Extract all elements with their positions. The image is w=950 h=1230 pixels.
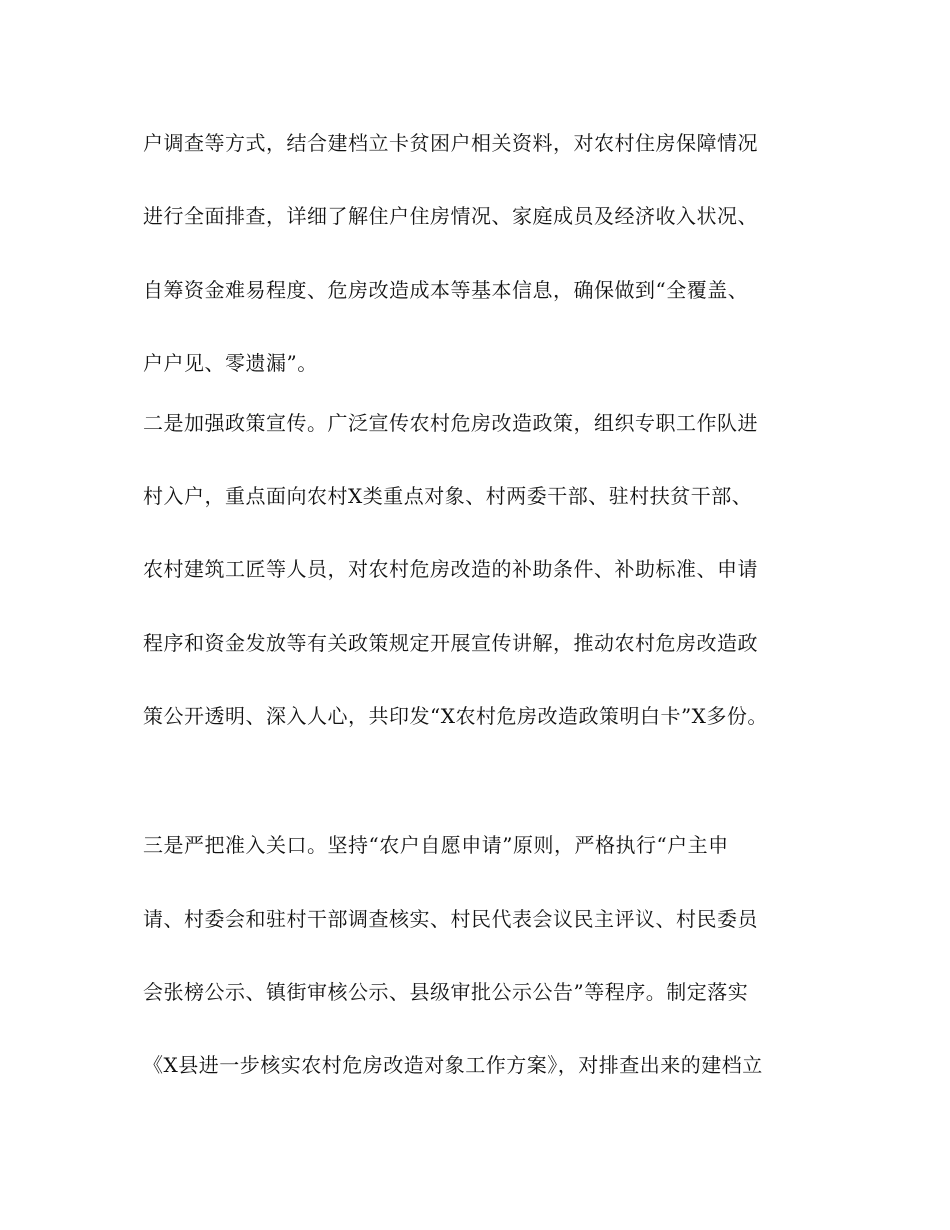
paragraph-line: 《X县进一步核实农村危房改造对象工作方案》，对排查出来的建档立 [143, 1053, 763, 1077]
paragraph-line: 会张榜公示、镇街审核公示、县级审批公示公告”等程序。制定落实 [143, 980, 749, 1004]
paragraph-line: 自筹资金难易程度、危房改造成本等基本信息，确保做到“全覆盖、 [143, 278, 749, 302]
paragraph-line: 三是严把准入关口。坚持“农户自愿申请”原则，严格执行“户主申 [143, 833, 729, 857]
paragraph-line: 二是加强政策宣传。广泛宣传农村危房改造政策，组织专职工作队进 [143, 411, 758, 435]
paragraph-line: 进行全面排查，详细了解住户住房情况、家庭成员及经济收入状况、 [143, 204, 758, 228]
paragraph-line: 请、村委会和驻村干部调查核实、村民代表会议民主评议、村民委员 [143, 907, 758, 931]
paragraph-line: 户户见、零遗漏”。 [143, 351, 318, 375]
paragraph-line: 策公开透明、深入人心，共印发“X农村危房改造政策明白卡”X多份。 [143, 704, 768, 728]
paragraph-line: 村入户，重点面向农村X类重点对象、村两委干部、驻村扶贫干部、 [143, 484, 753, 508]
paragraph-line: 户调查等方式，结合建档立卡贫困户相关资料，对农村住房保障情况 [143, 131, 758, 155]
paragraph-line: 农村建筑工匠等人员，对农村危房改造的补助条件、补助标准、申请 [143, 557, 758, 581]
paragraph-line: 程序和资金发放等有关政策规定开展宣传讲解，推动农村危房改造政 [143, 631, 758, 655]
